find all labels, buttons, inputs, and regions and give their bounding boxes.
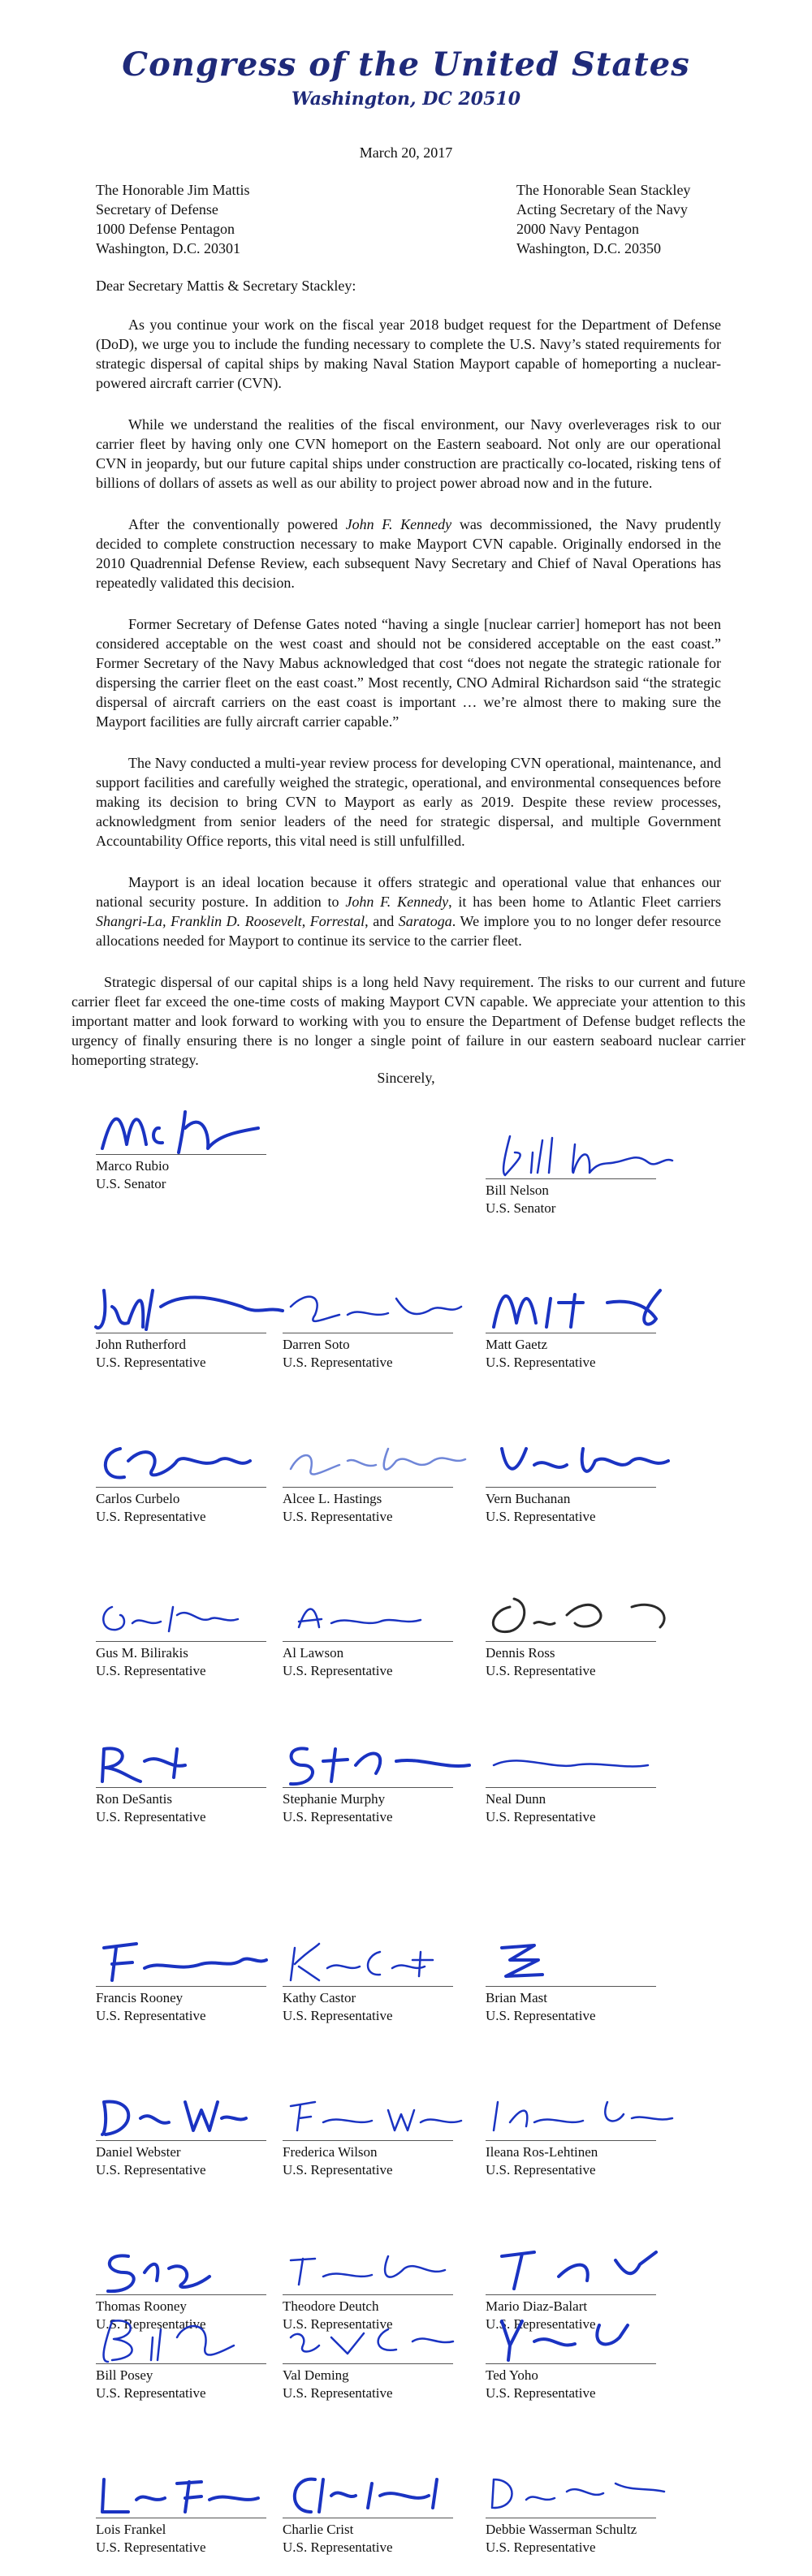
signatory-title: U.S. Representative <box>96 1663 206 1678</box>
signature-lois-frankel <box>96 2467 291 2557</box>
signature-line <box>486 2294 656 2295</box>
signatory-name: Debbie Wasserman Schultz <box>486 2522 637 2537</box>
signatory-title: U.S. Representative <box>96 1355 206 1370</box>
signatory-name: Al Lawson <box>283 1645 344 1661</box>
signatory-name: Francis Rooney <box>96 1990 184 2005</box>
signatory-name: Kathy Castor <box>283 1990 356 2005</box>
address-line: 2000 Navy Pentagon <box>516 221 639 237</box>
signature-al-lawson <box>283 1591 477 1680</box>
signatory-title: U.S. Senator <box>486 1200 556 1216</box>
paragraph-5: The Navy conducted a multi-year review process for developing CVN operational, maintenance, and support facilities and carefully weighed the strategic, operational, and environmental consequences before making its decision to bring CVN to Mayport as early as 2019. Despite these review processes, acknowledgment from senior leaders of the need for strategic dispersal, and multiple Government Accountability Office reports, this vital need is still unfulfilled. <box>96 755 721 849</box>
handwritten-signature-icon <box>486 2090 680 2139</box>
signature-line <box>283 2140 453 2141</box>
signature-gus-m-bilirakis <box>96 1591 291 1680</box>
signature-ted-yoho <box>486 2313 680 2402</box>
signatory-title: U.S. Representative <box>96 1509 206 1524</box>
signature-line <box>96 1487 266 1488</box>
text-run: , it has been home to Atlantic Fleet carriers <box>448 894 722 910</box>
signature-line <box>96 1641 266 1642</box>
handwritten-signature-icon <box>96 2313 291 2362</box>
handwritten-signature-icon <box>283 2090 477 2139</box>
signatory-name: Gus M. Bilirakis <box>96 1645 188 1661</box>
signatory-name: Bill Nelson <box>486 1182 549 1198</box>
signature-line <box>486 2363 656 2364</box>
text-run: was decommissioned, the Navy prudently decided to complete construction necessary to make Mayport CVN capable. Originally endorsed in the 2010 Quadrennial Defense Review, each subsequent Navy Secretary and Chief of Naval Operations has repeatedly validated this decision. <box>96 516 721 591</box>
text-run: After the conventionally powered <box>128 516 346 532</box>
handwritten-signature-icon <box>283 2244 477 2293</box>
address-line: Acting Secretary of the Navy <box>516 201 688 218</box>
signatory-title: U.S. Representative <box>486 2539 596 2555</box>
signature-line <box>486 1641 656 1642</box>
handwritten-signature-icon <box>96 1104 291 1152</box>
signatory-name: Lois Frankel <box>96 2522 166 2537</box>
ship-name: Forrestal <box>309 913 365 929</box>
signature-stephanie-murphy <box>283 1737 477 1826</box>
signature-line <box>486 1787 656 1788</box>
signatory-name: Charlie Crist <box>283 2522 354 2537</box>
ship-name: Shangri-La, Franklin D. Roosevelt <box>96 913 302 929</box>
address-line: Secretary of Defense <box>96 201 218 218</box>
address-line: 1000 Defense Pentagon <box>96 221 235 237</box>
signatory-name: Daniel Webster <box>96 2144 181 2160</box>
signatory-name: Mario Diaz-Balart <box>486 2298 588 2314</box>
address-line: The Honorable Jim Mattis <box>96 182 250 198</box>
signature-line <box>96 1787 266 1788</box>
signatory-title: U.S. Representative <box>283 1355 393 1370</box>
signature-line <box>96 1154 266 1155</box>
ship-name: Saratoga <box>398 913 452 929</box>
handwritten-signature-icon <box>96 1591 291 1639</box>
signatory-name: Ileana Ros-Lehtinen <box>486 2144 598 2160</box>
signature-dennis-ross <box>486 1591 680 1680</box>
handwritten-signature-icon <box>96 1282 291 1331</box>
signature-line <box>283 2363 453 2364</box>
signatory-title: U.S. Senator <box>96 1176 166 1191</box>
signatory-name: John Rutherford <box>96 1337 186 1352</box>
letterhead-title: Congress of the United States <box>122 45 690 84</box>
letterhead <box>0 45 812 110</box>
signatory-name: Frederica Wilson <box>283 2144 378 2160</box>
paragraph-7: Strategic dispersal of our capital ships is a long held Navy requirement. The risks to our current and future carrier fleet far exceed the one-time costs of making Mayport CVN capable. We appreciate your attention to this important matter and look forward to working with you to ensure the Department of Defense budget reflects the urgency of finally ensuring there is no longer a single point of failure in our eastern seaboard nuclear carrier homeporting strategy. <box>71 974 745 1068</box>
paragraph-2: While we understand the realities of the fiscal environment, our Navy overleverages risk to our carrier fleet by having only one CVN homeport on the Eastern seaboard. Not only are our operational CVN in jeopardy, but our future capital ships under construction are practically co-located, risking tens of billions of dollars of assets as well as our ability to project power abroad now and in the future. <box>96 416 721 491</box>
signatory-title: U.S. Representative <box>486 2316 596 2332</box>
handwritten-signature-icon <box>283 2467 477 2516</box>
handwritten-signature-icon <box>283 2313 477 2362</box>
signatory-name: Alcee L. Hastings <box>283 1491 382 1506</box>
handwritten-signature-icon <box>486 2467 680 2516</box>
letterhead-subtitle: Washington, DC 20510 <box>291 88 521 110</box>
signatory-name: Bill Posey <box>96 2367 153 2383</box>
signatory-title: U.S. Representative <box>486 2385 596 2401</box>
signature-vern-buchanan <box>486 1437 680 1526</box>
handwritten-signature-icon <box>96 2090 291 2139</box>
handwritten-signature-icon <box>96 1737 291 1786</box>
signature-line <box>486 1178 656 1179</box>
signatory-title: U.S. Representative <box>486 1355 596 1370</box>
signature-john-rutherford <box>96 1282 291 1372</box>
address-line: Washington, D.C. 20350 <box>516 240 662 256</box>
handwritten-signature-icon <box>96 1437 291 1485</box>
signature-daniel-webster <box>96 2090 291 2179</box>
handwritten-signature-icon <box>96 1936 291 1984</box>
paragraph-6 <box>96 872 721 950</box>
handwritten-signature-icon <box>283 1591 477 1639</box>
signature-line <box>96 2363 266 2364</box>
signatory-name: Brian Mast <box>486 1990 548 2005</box>
letter-date: March 20, 2017 <box>359 144 453 161</box>
letter-body <box>71 315 745 1092</box>
signatory-name: Darren Soto <box>283 1337 350 1352</box>
recipient-address-stackley <box>516 180 690 258</box>
signatory-title: U.S. Representative <box>96 1809 206 1824</box>
signatory-title: U.S. Representative <box>96 2539 206 2555</box>
signatory-title: U.S. Representative <box>96 2162 206 2178</box>
signature-neal-dunn <box>486 1737 680 1826</box>
paragraph-1: As you continue your work on the fiscal year 2018 budget request for the Department of Defense (DoD), we urge you to include the funding necessary to complete the U.S. Navy’s stated requirements for strategic dispersal of capital ships by making Naval Station Mayport capable of homeporting a nuclear-powered aircraft carrier (CVN). <box>96 317 721 391</box>
recipient-address-mattis <box>96 180 249 258</box>
signature-alcee-l-hastings <box>283 1437 477 1526</box>
handwritten-signature-icon <box>283 1936 477 1984</box>
signatory-title: U.S. Representative <box>486 2162 596 2178</box>
signatory-name: Neal Dunn <box>486 1791 546 1807</box>
signatory-title: U.S. Representative <box>486 1663 596 1678</box>
signatory-name: Dennis Ross <box>486 1645 555 1661</box>
paragraph-4: Former Secretary of Defense Gates noted “having a single [nuclear carrier] homeport has not been considered acceptable on the west coast and should not be considered acceptable on the east coast.” Former Secretary of the Navy Mabus acknowledged that cost “does not negate the strategic rationale for dispersing the carrier fleet on the east coast.” Most recently, CNO Admiral Richardson said “the strategic dispersal of aircraft carriers on the east coast is important … we’re almost there to making sure the Mayport facilities are fully aircraft carrier capable.” <box>96 616 721 730</box>
text-run: , and <box>365 913 399 929</box>
signatory-title: U.S. Representative <box>283 1663 393 1678</box>
handwritten-signature-icon <box>96 2244 291 2293</box>
handwritten-signature-icon <box>486 1437 680 1485</box>
signature-line <box>96 1986 266 1987</box>
signatory-title: U.S. Representative <box>486 2008 596 2023</box>
signature-carlos-curbelo <box>96 1437 291 1526</box>
signatory-name: Thomas Rooney <box>96 2298 187 2314</box>
signatory-name: Ron DeSantis <box>96 1791 172 1807</box>
text-run: . We implore you to no longer defer resource allocations needed for Mayport to continue its service to the carrier fleet. <box>96 913 721 949</box>
signatory-title: U.S. Representative <box>283 2539 393 2555</box>
signatory-title: U.S. Representative <box>283 1509 393 1524</box>
handwritten-signature-icon <box>486 2244 680 2293</box>
signature-matt-gaetz <box>486 1282 680 1372</box>
closing: Sincerely, <box>377 1070 435 1086</box>
handwritten-signature-icon <box>283 1282 477 1331</box>
handwritten-signature-icon <box>283 1737 477 1786</box>
signatory-title: U.S. Representative <box>486 1509 596 1524</box>
handwritten-signature-icon <box>486 1282 680 1331</box>
signatory-title: U.S. Representative <box>283 2162 393 2178</box>
handwritten-signature-icon <box>486 2313 680 2362</box>
signature-val-deming <box>283 2313 477 2402</box>
signature-debbie-wasserman-schultz <box>486 2467 680 2557</box>
signature-line <box>283 1487 453 1488</box>
signature-charlie-crist <box>283 2467 477 2557</box>
signature-line <box>96 2294 266 2295</box>
signature-line <box>283 1641 453 1642</box>
handwritten-signature-icon <box>283 1437 477 1485</box>
signature-line <box>283 2294 453 2295</box>
signatory-name: Stephanie Murphy <box>283 1791 386 1807</box>
text-run: Mayport is an ideal location because it offers strategic and operational value that enhances our national security posture. In addition to <box>96 874 721 910</box>
signatory-title: U.S. Representative <box>486 1809 596 1824</box>
signatory-name: Matt Gaetz <box>486 1337 547 1352</box>
signatory-title: U.S. Representative <box>283 1809 393 1824</box>
signatory-name: Val Deming <box>283 2367 349 2383</box>
signatory-title: U.S. Representative <box>283 2385 393 2401</box>
signatory-name: Vern Buchanan <box>486 1491 571 1506</box>
signature-line <box>283 1787 453 1788</box>
address-line: Washington, D.C. 20301 <box>96 240 241 256</box>
address-line: The Honorable Sean Stackley <box>516 182 691 198</box>
ship-name: John F. Kennedy <box>345 894 449 910</box>
signature-line <box>96 2140 266 2141</box>
signature-frederica-wilson <box>283 2090 477 2179</box>
signature-darren-soto <box>283 1282 477 1372</box>
signatory-title: U.S. Representative <box>283 2008 393 2023</box>
text-run: , <box>301 913 310 929</box>
handwritten-signature-icon <box>486 1936 680 1984</box>
handwritten-signature-icon <box>486 1737 680 1786</box>
handwritten-signature-icon <box>486 1591 680 1639</box>
signature-francis-rooney <box>96 1936 291 2025</box>
signature-bill-posey <box>96 2313 291 2402</box>
signature-ileana-ros-lehtinen <box>486 2090 680 2179</box>
signature-brian-mast <box>486 1936 680 2025</box>
signatory-title: U.S. Representative <box>96 2385 206 2401</box>
signature-ron-desantis <box>96 1737 291 1826</box>
signatory-name: Ted Yoho <box>486 2367 538 2383</box>
signatory-title: U.S. Representative <box>96 2316 206 2332</box>
ship-name: John F. Kennedy <box>345 516 452 532</box>
signatory-name: Marco Rubio <box>96 1158 170 1174</box>
signatory-title: U.S. Representative <box>283 2316 393 2332</box>
signature-line <box>486 1986 656 1987</box>
signatory-name: Theodore Deutch <box>283 2298 379 2314</box>
signature-marco-rubio <box>96 1104 291 1193</box>
paragraph-3 <box>96 515 721 592</box>
signature-kathy-castor <box>283 1936 477 2025</box>
handwritten-signature-icon <box>96 2467 291 2516</box>
signatory-title: U.S. Representative <box>96 2008 206 2023</box>
handwritten-signature-icon <box>486 1128 680 1177</box>
signature-line <box>486 1487 656 1488</box>
signature-line <box>486 2140 656 2141</box>
salutation: Dear Secretary Mattis & Secretary Stackley: <box>96 278 356 294</box>
signature-line <box>283 1986 453 1987</box>
signatory-name: Carlos Curbelo <box>96 1491 180 1506</box>
signature-bill-nelson <box>486 1128 680 1217</box>
